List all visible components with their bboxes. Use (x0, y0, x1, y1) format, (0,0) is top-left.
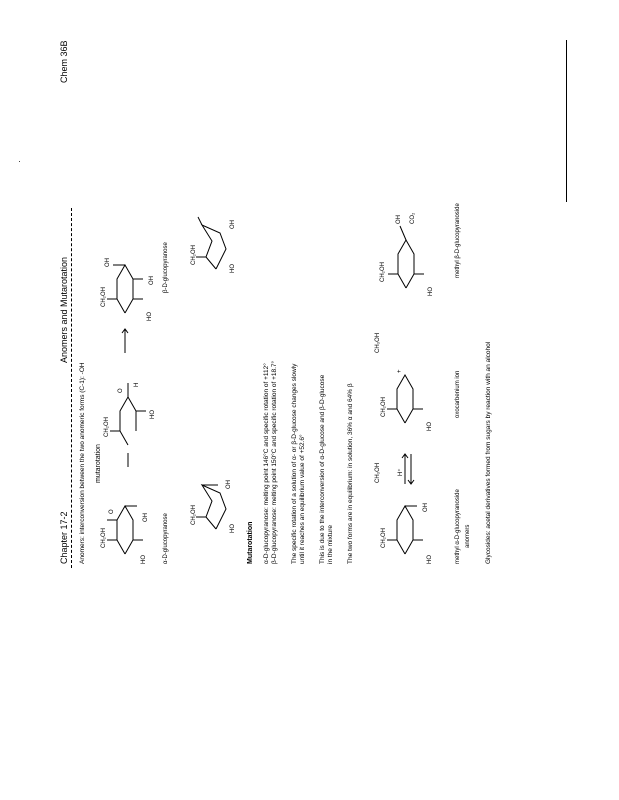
svg-text:CH₂OH: CH₂OH (104, 417, 110, 437)
svg-text:HO: HO (427, 422, 433, 431)
header-course: Chem 36B (59, 40, 69, 83)
svg-text:OH: OH (105, 258, 111, 267)
svg-text:CH₂OH: CH₂OH (101, 287, 107, 307)
section-heading: Mutarotation (247, 521, 254, 564)
right-margin-line (566, 40, 567, 202)
svg-text:CH₂OH: CH₂OH (381, 397, 387, 417)
svg-text:CH₂OH: CH₂OH (381, 528, 387, 548)
ch3oh-reagent-2: CH₃OH (375, 332, 381, 353)
svg-text:CH₂OH: CH₂OH (191, 505, 197, 525)
svg-text:OH: OH (396, 215, 402, 224)
alpha-chair (190, 478, 235, 533)
beta-glucopyranose-label: β-D-glucopyranose (163, 242, 169, 293)
methyl-glycoside (370, 208, 450, 298)
header-title: Anomers and Mutarotation (59, 256, 69, 363)
svg-text:HO: HO (150, 410, 156, 419)
glucose-start (375, 494, 445, 564)
svg-text:CH₂OH: CH₂OH (191, 245, 197, 265)
svg-text:H: H (134, 382, 140, 387)
alpha-glucose-haworth (95, 494, 165, 564)
para4-line: The two forms are in equilibrium: in solution, 36% α and 64% β (347, 383, 354, 564)
para3-line2: in the mixture (327, 524, 334, 564)
para2-line2: until it reaches an equilibrium value of +52.6° (299, 434, 306, 564)
rotated-content (55, 28, 565, 568)
para2-line1: The specific rotation of a solution of α- or β-D-glucose changes slowly (291, 363, 298, 564)
svg-text:O: O (109, 509, 115, 514)
intro-line: Anomers: interconversion between the two anomeric forms (C-1): -OH (79, 362, 86, 564)
para1-line2: β-D-glucopyranose: melting point 150°C and specific rotation of +18.7° (271, 360, 278, 564)
svg-text:+: + (397, 369, 403, 373)
svg-text:HO: HO (230, 524, 236, 533)
svg-text:HO: HO (141, 555, 147, 564)
methyl-alpha-label: methyl α-D-glucopyranoside (455, 489, 461, 564)
ch3oh-reagent: CH₃OH (375, 462, 381, 483)
header-chapter: Chapter 17-2 (59, 511, 69, 564)
svg-text:OH: OH (423, 503, 429, 512)
svg-text:HO: HO (147, 312, 153, 321)
header-divider (71, 208, 72, 568)
methyl-beta-label: methyl β-D-glucopyranoside (455, 203, 461, 278)
svg-text:CO₂: CO₂ (410, 212, 416, 224)
svg-text:CH₂OH: CH₂OH (101, 528, 107, 548)
alpha-glucopyranose-label: α-D-glucopyranose (163, 513, 169, 564)
svg-text:O: O (118, 388, 124, 393)
lower-arrows (385, 448, 425, 488)
svg-text:HO: HO (230, 264, 236, 273)
open-chain-glucose (100, 373, 160, 453)
beta-glucose-haworth (95, 243, 165, 323)
svg-text:OH: OH (230, 220, 236, 229)
para3-line1: This is due to the interconversion of α-D-glucose and β-D-glucose (319, 374, 326, 564)
para1-line1: α-D-glucopyranose: melting point 146°C and specific rotation of +112° (263, 363, 270, 564)
beta-chair (190, 218, 235, 273)
para5-line: Glycosides: acetal derivatives formed from sugars by reaction with an alcohol (485, 341, 492, 564)
stray-mark (19, 161, 20, 162)
oxocarbenium-ion (375, 363, 445, 433)
svg-text:CH₂OH: CH₂OH (380, 262, 386, 282)
svg-text:OH: OH (143, 513, 149, 522)
oxocarbenium-label: oxocarbenium ion (455, 370, 461, 418)
svg-text:OH: OH (226, 480, 232, 489)
svg-text:OH: OH (149, 276, 155, 285)
anomers-label: anomers (465, 524, 471, 548)
svg-text:HO: HO (427, 555, 433, 564)
mutarotation-label: mutarotation (95, 444, 102, 483)
svg-text:HO: HO (428, 287, 434, 296)
hplus-catalyst: H⁺ (398, 468, 404, 476)
